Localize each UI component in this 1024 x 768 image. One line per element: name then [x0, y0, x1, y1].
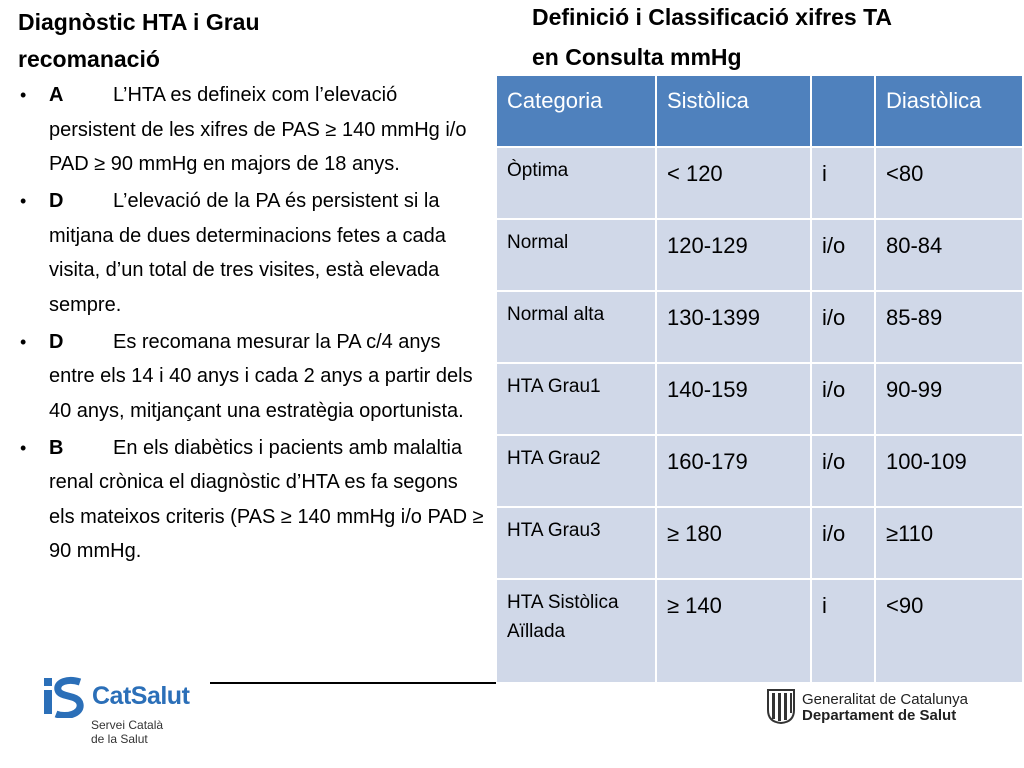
recommendation-text: Es recomana mesurar la PA c/4 anys entre els 14 i 40 anys i cada 2 anys a partir dels 40 anys, mitjançant una estratègia oportunista.: [49, 330, 473, 422]
table-row: [496, 147, 1023, 219]
grade-label: A: [49, 84, 64, 106]
cell-diastolic: 80-84: [875, 219, 1023, 291]
cell-diastolic: 85-89: [875, 291, 1023, 363]
cell-category: Normal: [496, 219, 656, 291]
cell-systolic: 160-179: [656, 435, 811, 507]
cell-systolic: ≥ 140: [656, 579, 811, 683]
recommendation-list: [16, 78, 486, 571]
right-heading: [532, 0, 1012, 77]
catsalut-subtitle-1: Servei Català: [91, 718, 164, 732]
table-header-row: [496, 75, 1023, 147]
footer-divider: [210, 682, 496, 684]
cell-diastolic: <80: [875, 147, 1023, 219]
recommendation-text: En els diabètics i pacients amb malaltia renal crònica el diagnòstic d’HTA es fa segons els mateixos criteris (PAS ≥ 140 mmHg i/o PAD ≥ 90 mmHg.: [49, 436, 484, 562]
cell-connector: i/o: [811, 507, 875, 579]
cell-category: Normal alta: [496, 291, 656, 363]
cell-diastolic: 100-109: [875, 435, 1023, 507]
cell-category: HTA Sistòlica Aïllada: [496, 579, 656, 683]
grade-label: D: [49, 190, 64, 212]
cell-connector: i/o: [811, 219, 875, 291]
cell-diastolic: <90: [875, 579, 1023, 683]
cell-systolic: 140-159: [656, 363, 811, 435]
recommendation-text: L’HTA es defineix com l’elevació persistent de les xifres de PAS ≥ 140 mmHg i/o PAD ≥ 90 mmHg en majors de 18 anys.: [49, 84, 467, 175]
grade-label: D: [49, 330, 64, 353]
catsalut-logo: [44, 674, 244, 754]
recommendation-item: [16, 184, 486, 322]
table-row: [496, 435, 1023, 507]
cell-connector: i/o: [811, 291, 875, 363]
classification-table-container: [495, 74, 1024, 684]
table-row: [496, 291, 1023, 363]
catsalut-emblem-icon: [44, 676, 86, 718]
cell-systolic: ≥ 180: [656, 507, 811, 579]
catsalut-subtitle-2: de la Salut: [91, 732, 148, 746]
header-sistolica: Sistòlica: [656, 75, 811, 147]
classification-table: [495, 74, 1024, 684]
generalitat-line1: Generalitat de Catalunya: [802, 691, 968, 708]
header-connector: [811, 75, 875, 147]
cell-connector: i: [811, 147, 875, 219]
cell-category: HTA Grau1: [496, 363, 656, 435]
cell-connector: i: [811, 579, 875, 683]
cell-systolic: < 120: [656, 147, 811, 219]
bullet-icon: •: [20, 437, 27, 458]
left-heading-line2: recomanació: [18, 46, 160, 72]
catsalut-name: CatSalut: [92, 682, 190, 710]
bullet-icon: •: [20, 331, 27, 352]
cell-diastolic: 90-99: [875, 363, 1023, 435]
grade-label: B: [49, 436, 64, 459]
table-row: [496, 579, 1023, 683]
generalitat-emblem-icon: [766, 688, 796, 724]
cell-systolic: 130-1399: [656, 291, 811, 363]
table-row: [496, 507, 1023, 579]
recommendation-item: [16, 78, 486, 182]
bullet-icon: •: [20, 85, 27, 105]
cell-connector: i/o: [811, 363, 875, 435]
cell-category: HTA Grau3: [496, 507, 656, 579]
cell-category: HTA Grau2: [496, 435, 656, 507]
bullet-icon: •: [20, 191, 27, 211]
cell-systolic: 120-129: [656, 219, 811, 291]
recommendation-item: [16, 325, 486, 429]
cell-connector: i/o: [811, 435, 875, 507]
left-heading: [18, 4, 438, 78]
right-heading-line2: en Consulta mmHg: [532, 44, 742, 70]
left-heading-line1: Diagnòstic HTA i Grau: [18, 9, 260, 35]
header-diastolica: Diastòlica: [875, 75, 1023, 147]
cell-diastolic: ≥110: [875, 507, 1023, 579]
recommendation-text: L’elevació de la PA és persistent si la mitjana de dues determinacions fetes a cada visita, d’un total de tres visites, està elevada sempre.: [49, 190, 446, 316]
right-heading-line1: Definició i Classificació xifres TA: [532, 4, 893, 30]
header-categoria: Categoria: [496, 75, 656, 147]
generalitat-logo: [766, 688, 1016, 728]
table-row: [496, 363, 1023, 435]
recommendation-item: [16, 431, 486, 569]
table-row: [496, 219, 1023, 291]
cell-category: Òptima: [496, 147, 656, 219]
generalitat-line2: Departament de Salut: [802, 707, 957, 724]
